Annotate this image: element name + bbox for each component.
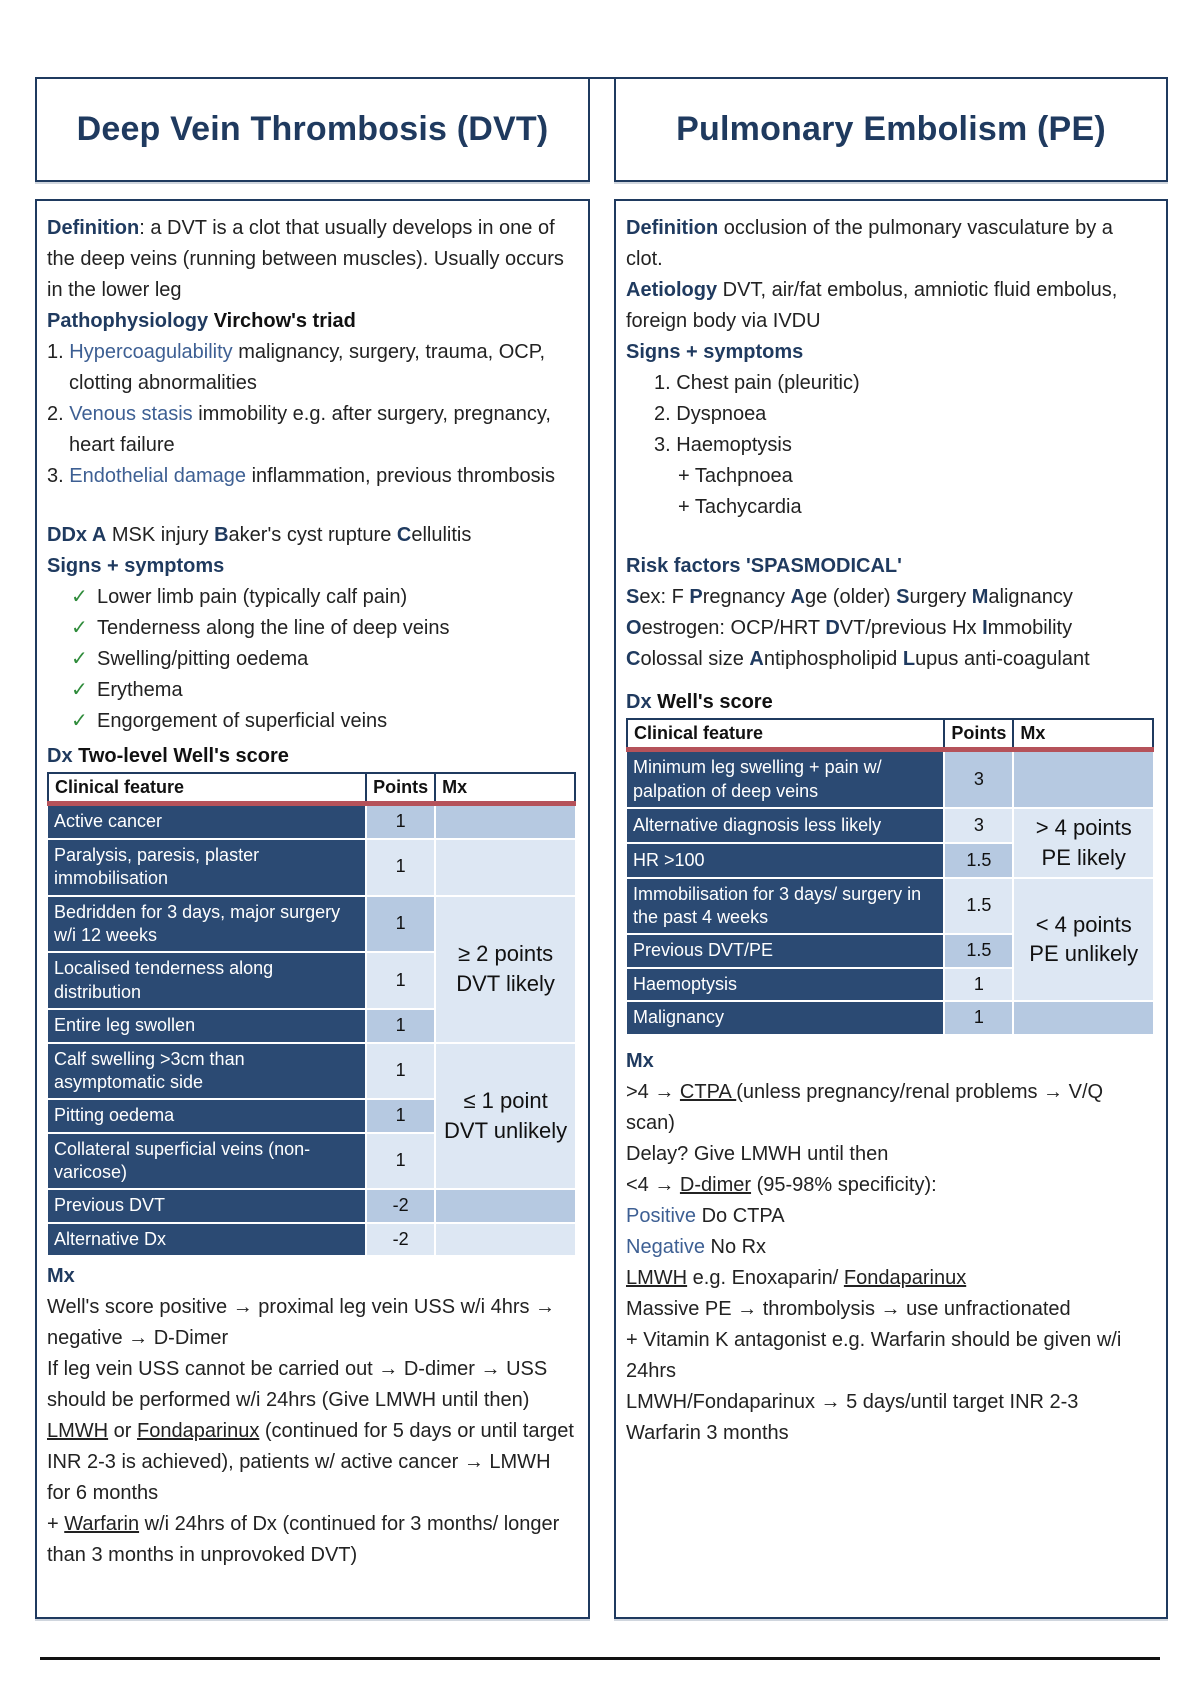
col-header-points: Points [944, 719, 1013, 750]
dvt-title: Deep Vein Thrombosis (DVT) [76, 110, 549, 149]
table-row: Entire leg swollen 1 [48, 1009, 575, 1042]
table-row: Minimum leg swelling + pain w/ palpation of deep veins 3 [627, 750, 1153, 808]
pe-mx-negative: Negative No Rx [626, 1235, 767, 1258]
pe-risk-factors: Sex: F Pregnancy Age (older) Surgery Malignancy Oestrogen: OCP/HRT DVT/previous Hx Immobility Colossal size Antiphospholipid Lupus anti-coagulant [626, 586, 1090, 670]
dvt-title-box [35, 77, 590, 182]
table-row: Calf swelling >3cm than asymptomatic side 1 ≤ 1 point DVT unlikely [48, 1043, 575, 1100]
list-item: 3. Endothelial damage inflammation, previous thrombosis [47, 465, 556, 487]
pe-dx-heading: Dx Well's score [626, 691, 773, 713]
header-connector [590, 77, 614, 79]
pe-content-box [614, 199, 1168, 1619]
pe-signs-heading: Signs + symptoms [626, 341, 804, 363]
table-header-row [48, 773, 575, 804]
dvt-mx-lmwh: LMWH or Fondaparinux (continued for 5 days or until target INR 2-3 is achieved), patients w/ active cancer → LMWH for 6 months [47, 1420, 574, 1505]
table-row: Immobilisation for 3 days/ surgery in the past 4 weeks 1.5 < 4 points PE unlikely [627, 878, 1153, 935]
table-row: Previous DVT/PE 1.5 [627, 934, 1153, 967]
pe-title-box [614, 77, 1168, 182]
col-header-mx: Mx [435, 773, 575, 804]
check-icon: ✓ [71, 710, 88, 732]
list-item: + Tachycardia [678, 496, 802, 518]
table-row: Collateral superficial veins (non-varicose) 1 [48, 1133, 575, 1190]
col-header-feature: Clinical feature [48, 773, 366, 804]
list-item: 2. Dyspnoea [654, 403, 767, 425]
pe-mx-unlikely: < 4 points PE unlikely [1013, 878, 1153, 1002]
pe-risk-heading: Risk factors 'SPASMODICAL' [626, 555, 902, 577]
pe-mx-delay: Delay? Give LMWH until then [626, 1142, 889, 1165]
pe-title: Pulmonary Embolism (PE) [676, 110, 1106, 149]
pe-mx-likely: > 4 points PE likely [1013, 808, 1153, 877]
pe-wells-table [626, 718, 1154, 1034]
pe-mx-ddimer: <4 → D-dimer (95-98% specificity): [626, 1173, 937, 1196]
pe-aetiology: Aetiology DVT, air/fat embolus, amniotic fluid embolus, foreign body via IVDU [626, 279, 1118, 332]
dvt-dx-heading: Dx Two-level Well's score [47, 745, 289, 767]
col-header-feature: Clinical feature [627, 719, 944, 750]
pe-mx-positive: Positive Do CTPA [626, 1204, 785, 1227]
dvt-mx-unlikely: ≤ 1 point DVT unlikely [435, 1043, 575, 1190]
dvt-signs-list [47, 582, 576, 737]
list-item: ✓ Erythema [47, 675, 576, 706]
check-icon: ✓ [71, 617, 88, 639]
dvt-definition: Definition: a DVT is a clot that usually develops in one of the deep veins (running between muscles). Usually occurs in the lower leg [47, 217, 564, 301]
dvt-patho-list [47, 337, 576, 492]
list-item: ✓ Engorgement of superficial veins [47, 706, 576, 737]
table-row: Localised tenderness along distribution 1 [48, 952, 575, 1009]
dvt-ddx: DDx A MSK injury Baker's cyst rupture Cellulitis [47, 524, 472, 546]
table-row: Alternative diagnosis less likely 3 > 4 points PE likely [627, 808, 1153, 843]
table-row: Previous DVT -2 [48, 1189, 575, 1222]
pe-mx-line-3: LMWH/Fondaparinux → 5 days/until target INR 2-3 [626, 1390, 1079, 1413]
dvt-content-box [35, 199, 590, 1619]
check-icon: ✓ [71, 648, 88, 670]
pe-mx-ctpa: >4 → CTPA (unless pregnancy/renal problems → V/Q scan) [626, 1080, 1104, 1134]
dvt-pathophysiology: Pathophysiology Virchow's triad [47, 310, 356, 332]
list-item: 1. Hypercoagulability malignancy, surgery, trauma, OCP, clotting abnormalities [47, 341, 546, 394]
pe-mx-line-1: Massive PE → thrombolysis → use unfractionated [626, 1297, 1071, 1320]
pe-definition: Definition occlusion of the pulmonary vasculature by a clot. [626, 217, 1113, 270]
dvt-wells-table [47, 772, 576, 1255]
footer-divider [40, 1657, 1160, 1660]
dvt-mx-likely: ≥ 2 points DVT likely [435, 896, 575, 1043]
list-item: 2. Venous stasis immobility e.g. after surgery, pregnancy, heart failure [47, 403, 551, 456]
table-row: Paralysis, paresis, plaster immobilisation 1 [48, 839, 575, 896]
list-item: 3. Haemoptysis [654, 434, 792, 456]
list-item: ✓ Swelling/pitting oedema [47, 644, 576, 675]
table-row: Malignancy 1 [627, 1001, 1153, 1033]
dvt-mx-line-2: If leg vein USS cannot be carried out → D-dimer → USS should be performed w/i 24hrs (Give LMWH until then) [47, 1358, 548, 1412]
dvt-mx-heading: Mx [47, 1265, 75, 1288]
list-item: 1. Chest pain (pleuritic) [654, 372, 860, 394]
dvt-mx-line-1: Well's score positive → proximal leg vein USS w/i 4hrs → negative → D-Dimer [47, 1296, 556, 1350]
list-item: + Tachpnoea [678, 465, 793, 487]
table-row: HR >100 1.5 [627, 843, 1153, 878]
table-row: Alternative Dx -2 [48, 1223, 575, 1255]
table-row: Active cancer 1 [48, 804, 575, 839]
pe-mx-lmwh: LMWH e.g. Enoxaparin/ Fondaparinux [626, 1266, 967, 1289]
check-icon: ✓ [71, 586, 88, 608]
col-header-points: Points [366, 773, 435, 804]
list-item: ✓ Lower limb pain (typically calf pain) [47, 582, 576, 613]
table-row: Pitting oedema 1 [48, 1099, 575, 1132]
dvt-signs-heading: Signs + symptoms [47, 555, 225, 577]
pe-signs-list [626, 368, 1154, 461]
pe-mx-line-2: + Vitamin K antagonist e.g. Warfarin should be given w/i 24hrs [626, 1328, 1122, 1382]
table-header-row [627, 719, 1153, 750]
pe-mx-line-4: Warfarin 3 months [626, 1421, 789, 1444]
table-row: Bedridden for 3 days, major surgery w/i 12 weeks 1 ≥ 2 points DVT likely [48, 896, 575, 953]
col-header-mx: Mx [1013, 719, 1153, 750]
check-icon: ✓ [71, 679, 88, 701]
pe-signs-extra [626, 461, 1154, 523]
list-item: ✓ Tenderness along the line of deep veins [47, 613, 576, 644]
table-row: Haemoptysis 1 [627, 968, 1153, 1001]
dvt-mx-warfarin: + Warfarin w/i 24hrs of Dx (continued for 3 months/ longer than 3 months in unprovoked DVT) [47, 1513, 560, 1567]
pe-mx-heading: Mx [626, 1049, 654, 1072]
